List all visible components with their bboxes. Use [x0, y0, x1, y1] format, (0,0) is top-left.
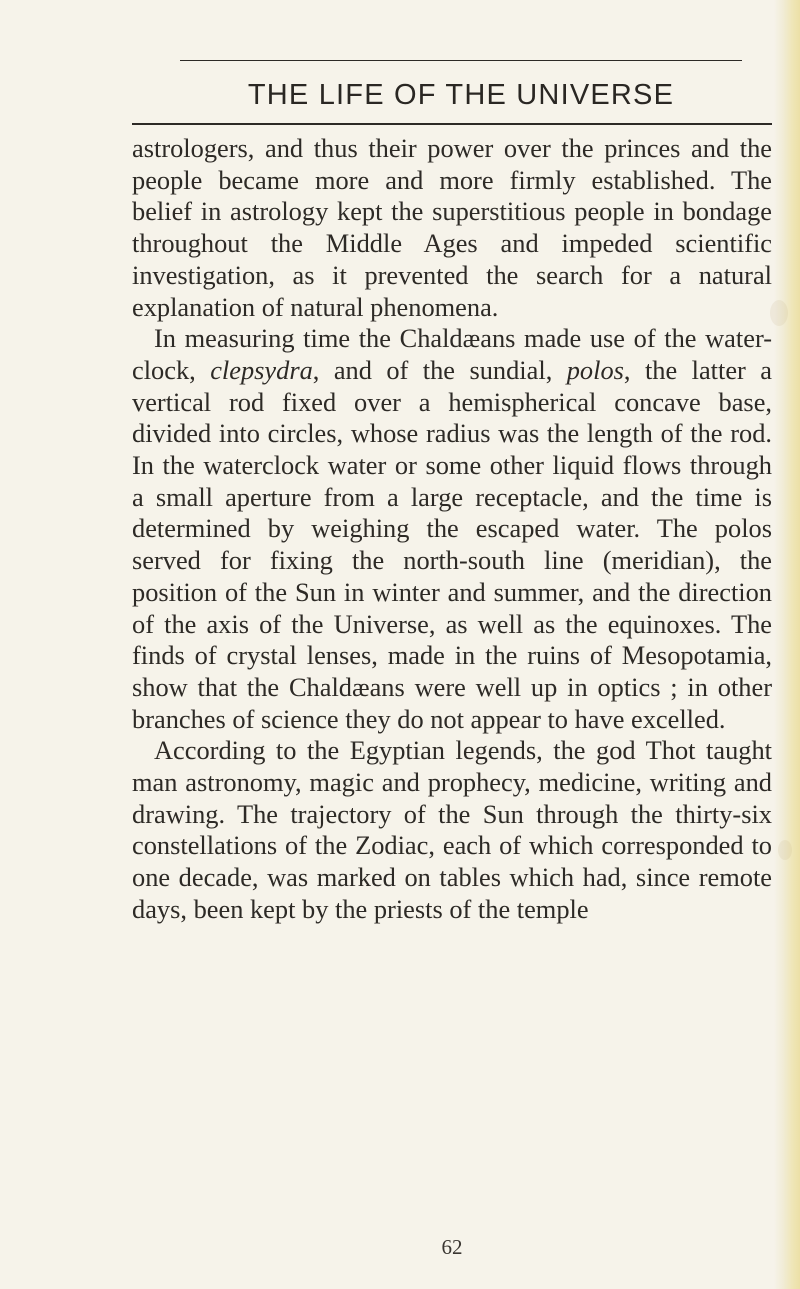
- header-rule-top: [180, 60, 742, 61]
- italic-term: polos: [566, 354, 624, 385]
- paragraph-text: , and of the sundial,: [312, 354, 567, 385]
- page-number: 62: [441, 1235, 463, 1259]
- paragraph: [132, 133, 772, 323]
- paper-stain: [778, 840, 792, 860]
- body-text: [132, 133, 772, 926]
- paper-stain: [770, 300, 788, 326]
- italic-term: clepsydra: [210, 354, 313, 385]
- paragraph-text: In measuring time the Chaldæans made use of the water-clock,: [132, 323, 772, 385]
- paragraph-text: , the latter a vertical rod fixed over a hemispherical concave base, divided into circles, whose radius was the length of the rod. In the waterclock water or some other liquid flows through a small aperture from a large receptacle, and the time is determined by weighing the escaped water. The polos served for fixing the north-south line (meridian), the position of the Sun in winter and summer, and the direction of the axis of the Universe, as well as the equinoxes. The finds of crystal lenses, made in the ruins of Mesopotamia, show that the Chaldæans were well up in optics ; in other branches of science they do not appear to have excelled.: [132, 354, 772, 734]
- header-rule-bottom: [132, 123, 772, 125]
- paragraph-text: According to the Egyptian legends, the god Thot taught man astronomy, magic and prophecy, medicine, writing and drawing. The trajectory of the Sun through the thirty-six constellations of the Zodiac, each of which corresponded to one decade, was marked on tables which had, since remote days, been kept by the priests of the temple: [132, 735, 772, 924]
- paragraph: [132, 735, 772, 925]
- page-edge-shadow: [774, 0, 800, 1289]
- running-header: THE LIFE OF THE UNIVERSE: [247, 79, 675, 111]
- paragraph: [132, 323, 772, 735]
- paragraph-text: astrologers, and thus their power over the princes and the people became more and more firmly established. The belief in astrology kept the superstitious people in bondage throughout the Middle Ages and impeded scientific investigation, as it prevented the search for a natural explanation of natural phenomena.: [132, 133, 772, 322]
